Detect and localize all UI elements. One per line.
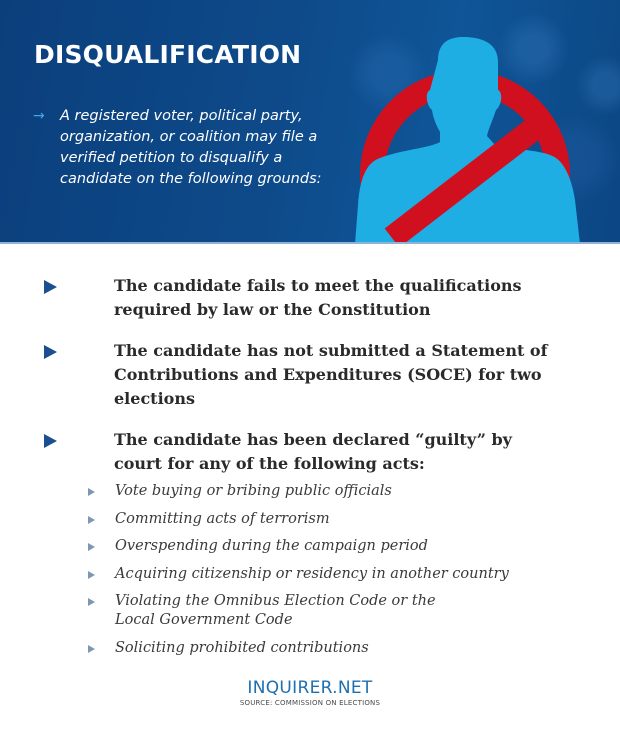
source-credit: SOURCE: COMMISSION ON ELECTIONS	[239, 699, 381, 707]
grounds-list	[44, 274, 604, 683]
list-item	[44, 274, 604, 322]
list-item	[88, 537, 564, 556]
act-text: Vote buying or bribing public officials	[115, 483, 392, 499]
small-triangle-bullet-icon	[88, 598, 95, 606]
acts-list	[88, 482, 564, 658]
list-item	[88, 565, 564, 584]
list-item	[88, 592, 564, 630]
act-text: Committing acts of terrorism	[115, 510, 330, 527]
ground-with-acts	[114, 428, 564, 666]
disqualified-person-illustration	[340, 0, 620, 244]
ground-text: The candidate fails to meet the qualifications required by law or the Constitution	[114, 276, 522, 319]
ground-text: The candidate has been declared “guilty” by court for any of the following acts:	[114, 430, 512, 473]
intro-text: A registered voter, political party, organization, or coalition may file a verified petition to disqualify a candidate on the following grounds:	[60, 108, 322, 187]
arrow-right-icon: →	[33, 108, 45, 124]
banner-divider	[0, 242, 620, 244]
list-item	[88, 639, 564, 658]
small-triangle-bullet-icon	[88, 543, 95, 551]
small-triangle-bullet-icon	[88, 645, 95, 653]
list-item	[88, 510, 564, 529]
brand-logo: INQUIRER.NET	[247, 678, 373, 698]
footer	[0, 678, 620, 708]
small-triangle-bullet-icon	[88, 571, 95, 579]
triangle-bullet-icon	[44, 345, 57, 359]
act-text: Acquiring citizenship or residency in another country	[115, 565, 509, 582]
list-item	[44, 428, 604, 666]
list-item	[44, 339, 604, 411]
small-triangle-bullet-icon	[88, 488, 95, 496]
small-triangle-bullet-icon	[88, 516, 95, 524]
triangle-bullet-icon	[44, 280, 57, 294]
page-title: DISQUALIFICATION	[34, 40, 302, 69]
act-text: Soliciting prohibited contributions	[115, 639, 369, 656]
ground-text: The candidate has not submitted a Statement of Contributions and Expenditures (SOCE) for two elections	[114, 341, 548, 408]
act-text: Violating the Omnibus Election Code or the Local Government Code	[115, 593, 436, 628]
header-banner	[0, 0, 620, 244]
intro-paragraph	[33, 106, 333, 190]
act-text: Overspending during the campaign period	[115, 538, 428, 554]
list-item	[88, 482, 564, 501]
triangle-bullet-icon	[44, 434, 57, 448]
